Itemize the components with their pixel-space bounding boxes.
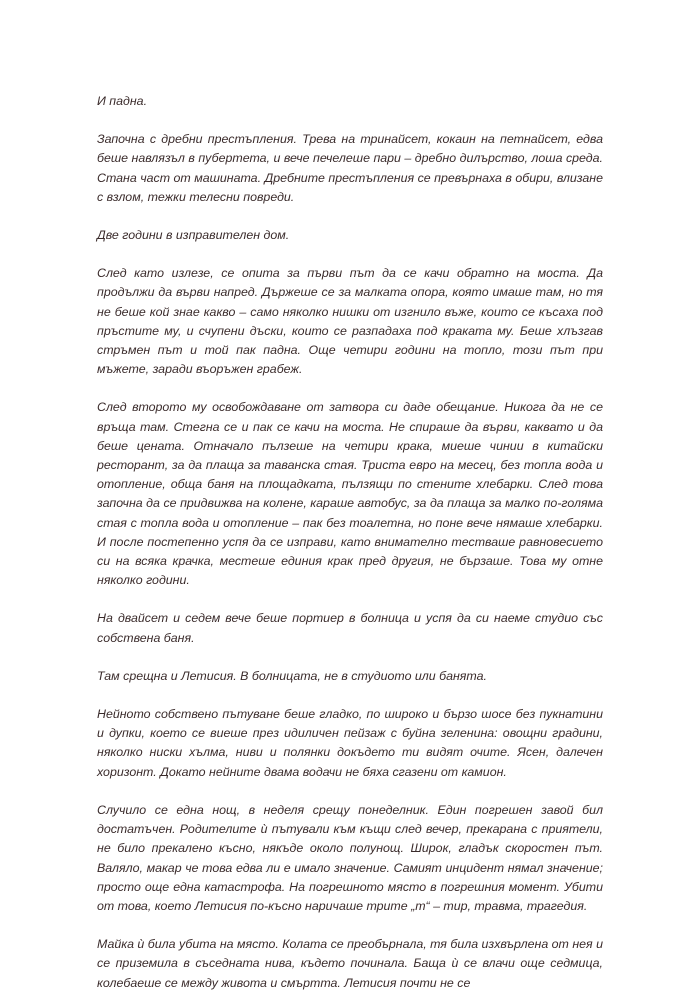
paragraph: На двайсет и седем вече беше портиер в болница и успя да си наеме студио със собствена баня.	[97, 611, 603, 645]
paragraph: Нейното собствено пътуване беше гладко, по широко и бързо шосе без пукнатини и дупки, което се виеше през идиличен пейзаж с буйна зеленина: овощни градини, няколко ниски хълма, ниви и полянки докъдето ти видят очите. Ясен, далечен хоризонт. Докато нейните двама водачи не бяха сгазени от камион.	[97, 707, 603, 779]
paragraph: Случило се една нощ, в неделя срещу понеделник. Един погрешен завой бил достатъчен. Родителите ѝ пътували към къщи след вечер, прекарана с приятели, не било прекалено късно, някъде около полунощ. Широк, гладък скоростен път. Валяло, макар че това едва ли е имало значение. Самият инцидент нямал значение; просто още една катастрофа. На погрешното място в погрешния момент. Убити от това, което Летисия по-късно наричаше трите „т“ – тир, травма, трагедия.	[97, 802, 603, 913]
paragraph: Там срещна и Летисия. В болницата, не в студиото или банята.	[97, 668, 487, 683]
paragraph: След като излезе, се опита за първи път да се качи обратно на моста. Да продължи да върви напред. Държеше се за малката опора, която имаше там, но тя не беше кой знае какво – само няколко нишки от изгнило въже, които се късаха под пръстите му, и счупени дъски, които се разпадаха под краката му. Беше хлъзгав стръмен път и той пак падна. Още четири години на топло, този път при мъжете, заради въоръжен грабеж.	[97, 266, 603, 377]
paragraph: Майка ѝ била убита на място. Колата се преобърнала, тя била изхвърлена от нея и се приземила в съседната нива, където починала. Баща ѝ се влачи още седмица, колебаеше се между живота и смъртта. Летисия почти не се	[97, 937, 603, 990]
paragraph: И падна.	[97, 94, 148, 108]
paragraph: Започна с дребни престъпления. Трева на тринайсет, кокаин на петнайсет, едва беше навлязъл в пубертета, и вече печелеше пари – дребно дилърство, лоша среда. Стана част от машината. Дребните престъпления се превърнаха в обири, влизане с взлом, тежки телесни повреди.	[97, 132, 603, 204]
paragraph: След второто му освобождаване от затвора си даде обещание. Никога да не се връща там. Стегна се и пак се качи на моста. Не спираше да върви, каквато и да беше цената. Отначало пълзеше на четири крака, миеше чинии в китайски ресторант, за да плаща за таванска стая. Триста евро на месец, без топла вода и отопление, обща баня на площадката, пълзящи по стените хлебарки. След това започна да се придвижва на колене, караше автобус, за да плаща за малко по-голяма стая с топла вода и отопление – пак без тоалетна, но поне вече нямаше хлебарки. И после постепенно успя да се изправи, като внимателно тестваше равновесието си на всяка крачка, местеше единия крак пред другия, не бързаше. Това му отне няколко години.	[97, 400, 603, 588]
document-page	[97, 92, 603, 993]
paragraph: Две години в изправителен дом.	[97, 228, 290, 243]
